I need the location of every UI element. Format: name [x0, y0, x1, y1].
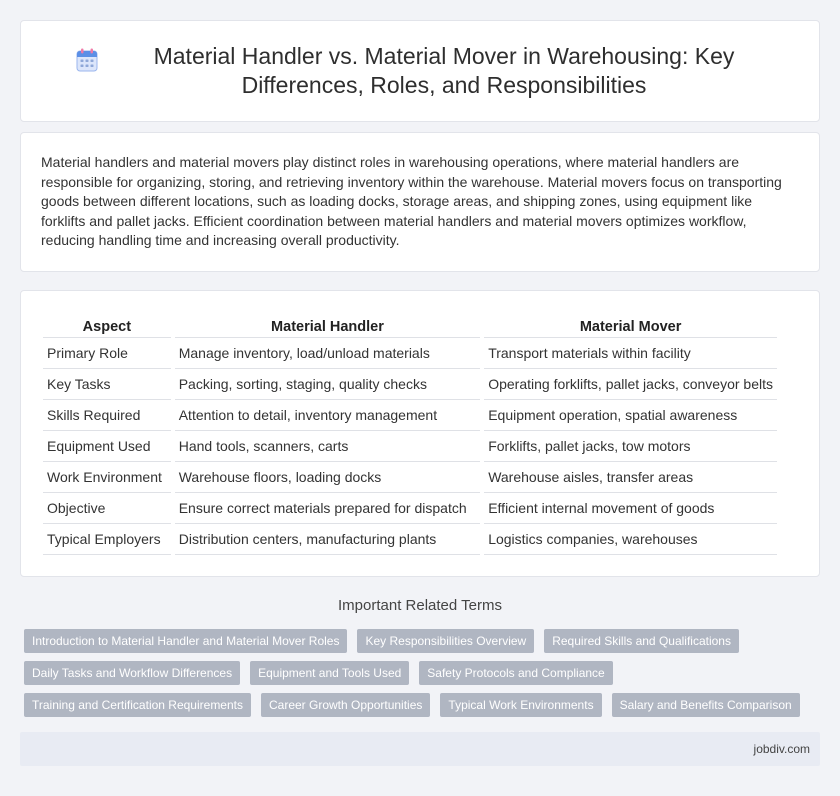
footer-site-link[interactable]: jobdiv.com: [753, 742, 810, 756]
related-terms-tags: [24, 629, 820, 717]
related-term-tag[interactable]: Required Skills and Qualifications: [544, 629, 739, 653]
table-row: [43, 524, 777, 555]
table-cell-aspect: Skills Required: [43, 400, 171, 431]
table-row: [43, 462, 777, 493]
table-cell-aspect: Primary Role: [43, 338, 171, 369]
table-cell-aspect: Objective: [43, 493, 171, 524]
table-cell-mover: Operating forklifts, pallet jacks, conveyor belts: [484, 369, 777, 400]
related-term-tag[interactable]: Daily Tasks and Workflow Differences: [24, 661, 240, 685]
table-cell-handler: Manage inventory, load/unload materials: [175, 338, 480, 369]
related-term-tag[interactable]: Career Growth Opportunities: [261, 693, 430, 717]
table-cell-mover: Transport materials within facility: [484, 338, 777, 369]
title-wrap: [60, 42, 780, 100]
page-title: Material Handler vs. Material Mover in Warehousing: Key Differences, Roles, and Responsibilities: [153, 43, 735, 98]
related-term-tag[interactable]: Safety Protocols and Compliance: [419, 661, 612, 685]
column-header-aspect: Aspect: [43, 315, 171, 338]
comparison-table: [39, 315, 781, 555]
table-row: [43, 431, 777, 462]
calendar-icon: [76, 48, 98, 72]
table-cell-handler: Ensure correct materials prepared for dispatch: [175, 493, 480, 524]
table-header-row: [43, 315, 777, 338]
related-term-tag[interactable]: Equipment and Tools Used: [250, 661, 409, 685]
table-cell-aspect: Equipment Used: [43, 431, 171, 462]
comparison-card: [20, 290, 820, 577]
table-cell-aspect: Work Environment: [43, 462, 171, 493]
column-header-material-mover: Material Mover: [484, 315, 777, 338]
table-row: [43, 493, 777, 524]
table-cell-mover: Warehouse aisles, transfer areas: [484, 462, 777, 493]
table-cell-aspect: Key Tasks: [43, 369, 171, 400]
table-row: [43, 369, 777, 400]
related-terms-heading: Important Related Terms: [338, 597, 502, 614]
table-cell-handler: Distribution centers, manufacturing plants: [175, 524, 480, 555]
table-cell-handler: Hand tools, scanners, carts: [175, 431, 480, 462]
table-cell-mover: Equipment operation, spatial awareness: [484, 400, 777, 431]
table-cell-mover: Efficient internal movement of goods: [484, 493, 777, 524]
table-row: [43, 338, 777, 369]
intro-paragraph: Material handlers and material movers play distinct roles in warehousing operations, where material handlers are responsible for organizing, storing, and retrieving inventory within the warehouse. Material movers focus on transporting goods between different locations, such as loading docks, storage areas, and shipping zones, using equipment like forklifts and pallet jacks. Efficient coordination between material handlers and material movers optimizes workflow, reducing handling time and increasing overall productivity.: [41, 154, 782, 248]
related-term-tag[interactable]: Key Responsibilities Overview: [357, 629, 534, 653]
related-term-tag[interactable]: Training and Certification Requirements: [24, 693, 251, 717]
table-cell-mover: Forklifts, pallet jacks, tow motors: [484, 431, 777, 462]
related-term-tag[interactable]: Salary and Benefits Comparison: [612, 693, 800, 717]
table-cell-handler: Attention to detail, inventory management: [175, 400, 480, 431]
table-cell-aspect: Typical Employers: [43, 524, 171, 555]
table-cell-handler: Packing, sorting, staging, quality checks: [175, 369, 480, 400]
table-row: [43, 400, 777, 431]
table-cell-handler: Warehouse floors, loading docks: [175, 462, 480, 493]
column-header-material-handler: Material Handler: [175, 315, 480, 338]
footer: [20, 732, 820, 766]
intro-card: [20, 132, 820, 272]
related-term-tag[interactable]: Typical Work Environments: [440, 693, 601, 717]
related-term-tag[interactable]: Introduction to Material Handler and Material Mover Roles: [24, 629, 347, 653]
table-cell-mover: Logistics companies, warehouses: [484, 524, 777, 555]
header-card: [20, 20, 820, 122]
